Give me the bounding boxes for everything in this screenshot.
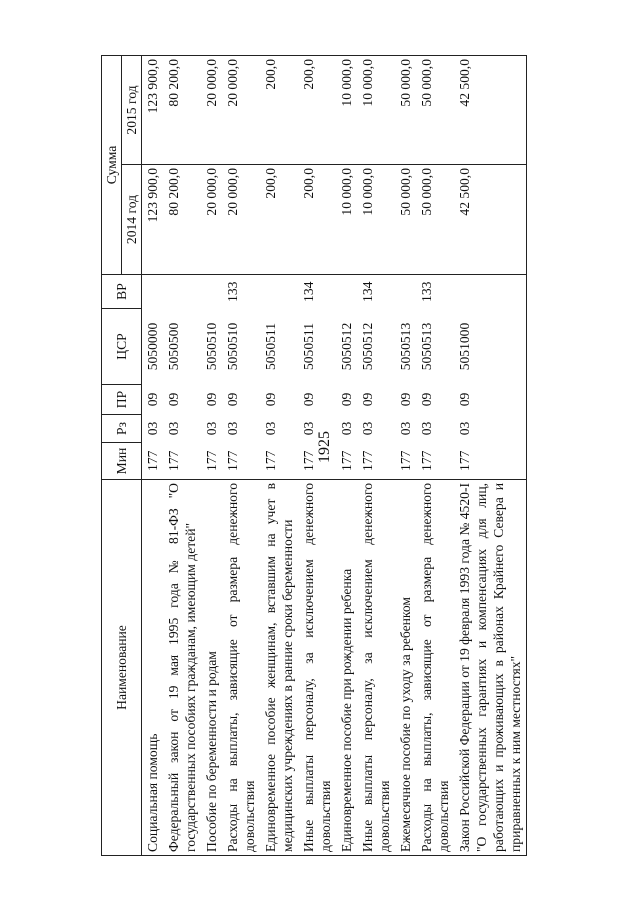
table-row — [357, 56, 395, 856]
cell-name: Иные выплаты персоналу, за исключением денежного довольствия — [298, 480, 336, 856]
header-2015: 2015 год — [122, 56, 142, 165]
cell-vr: 134 — [298, 275, 336, 309]
cell-sum-2015: 42 500,0 — [454, 56, 527, 165]
cell-min: 177 — [357, 443, 395, 480]
cell-min: 177 — [395, 443, 416, 480]
cell-min: 177 — [336, 443, 357, 480]
table-row — [260, 56, 298, 856]
header-csr: ЦСР — [102, 309, 142, 385]
cell-csr: 5050500 — [166, 322, 181, 371]
cell-pr: 09 — [204, 392, 219, 407]
cell-pr: 09 — [166, 392, 181, 407]
cell-csr: 5050511 — [263, 322, 278, 371]
cell-vr: 133 — [416, 275, 454, 309]
cell-vr — [336, 275, 357, 309]
cell-sum-2014: 50 000,0 — [395, 165, 416, 275]
cell-name: Расходы на выплаты, зависящие от размера денежного довольствия — [222, 480, 260, 856]
header-pr: ПР — [102, 385, 142, 415]
cell-vr — [201, 275, 222, 309]
cell-min: 177 — [454, 443, 527, 480]
table-row — [298, 56, 336, 856]
cell-sum-2014: 80 200,0 — [163, 165, 201, 275]
cell-sum-2015: 200,0 — [260, 56, 298, 165]
cell-csr: 5050511 — [301, 322, 316, 371]
cell-sum-2015: 10 000,0 — [357, 56, 395, 165]
cell-rz: 03 — [454, 415, 527, 443]
cell-sum-2014: 50 000,0 — [416, 165, 454, 275]
cell-sum-2014: 10 000,0 — [336, 165, 357, 275]
cell-name: Федеральный закон от 19 мая 1995 года № 81-ФЗ "О государственных пособиях гражданам, имеющим детей" — [163, 480, 201, 856]
cell-min: 177 — [201, 443, 222, 480]
cell-csr: 5050513 — [419, 322, 434, 371]
cell-sum-2015: 20 000,0 — [222, 56, 260, 165]
cell-vr — [163, 275, 201, 309]
cell-pr: 09 — [225, 392, 240, 407]
cell-vr: 133 — [222, 275, 260, 309]
cell-sum-2014: 200,0 — [298, 165, 336, 275]
cell-sum-2015: 20 000,0 — [201, 56, 222, 165]
cell-vr — [454, 275, 527, 309]
cell-sum-2015: 10 000,0 — [336, 56, 357, 165]
cell-name: Социальная помощь — [142, 480, 164, 856]
cell-min: 177 — [163, 443, 201, 480]
rotated-table-page — [101, 56, 576, 856]
cell-rz: 03 — [419, 421, 434, 436]
cell-name: Расходы на выплаты, зависящие от размера денежного довольствия — [416, 480, 454, 856]
cell-name: Единовременное пособие женщинам, вставшим на учет в медицинских учреждениях в ранние сроки беременности — [260, 480, 298, 856]
header-2014: 2014 год — [122, 165, 142, 275]
cell-vr: 134 — [357, 275, 395, 309]
table-row — [336, 56, 357, 856]
cell-sum-2014: 20 000,0 — [222, 165, 260, 275]
cell-sum-2015: 200,0 — [298, 56, 336, 165]
cell-name: Единовременное пособие при рождении ребенка — [336, 480, 357, 856]
table-row — [163, 56, 201, 856]
cell-vr — [142, 275, 164, 309]
cell-name: Ежемесячное пособие по уходу за ребенком — [395, 480, 416, 856]
table-body — [142, 56, 527, 856]
cell-name: Пособие по беременности и родам — [201, 480, 222, 856]
cell-vr — [395, 275, 416, 309]
cell-rz: 03 — [339, 421, 354, 436]
cell-pr: 09 — [419, 392, 434, 407]
cell-csr: 5050510 — [225, 322, 240, 371]
cell-csr: 5050512 — [339, 322, 354, 371]
cell-rz: 03 — [398, 421, 413, 436]
header-min: Мин — [102, 443, 142, 480]
cell-csr: 5050000 — [145, 322, 160, 371]
cell-min: 177 — [416, 443, 454, 480]
cell-sum-2015: 123 900,0 — [142, 56, 164, 165]
cell-sum-2015: 50 000,0 — [395, 56, 416, 165]
cell-rz: 03 — [301, 421, 316, 436]
cell-min: 177 — [142, 443, 164, 480]
cell-sum-2014: 123 900,0 — [142, 165, 164, 275]
cell-pr: 09 — [145, 392, 160, 407]
cell-rz: 03 — [360, 421, 375, 436]
cell-sum-2014: 42 500,0 — [454, 165, 527, 275]
header-name: Наименование — [102, 480, 142, 856]
table-row — [222, 56, 260, 856]
cell-sum-2014: 200,0 — [260, 165, 298, 275]
table-row — [454, 56, 527, 856]
cell-vr — [260, 275, 298, 309]
cell-csr: 5050510 — [204, 322, 219, 371]
header-vr: ВР — [102, 275, 142, 309]
cell-sum-2015: 50 000,0 — [416, 56, 454, 165]
cell-rz: 03 — [145, 421, 160, 436]
budget-table — [101, 55, 527, 856]
cell-rz: 03 — [204, 421, 219, 436]
table-row — [416, 56, 454, 856]
table-row — [142, 56, 164, 856]
cell-sum-2015: 80 200,0 — [163, 56, 201, 165]
table-row — [201, 56, 222, 856]
cell-pr: 09 — [360, 392, 375, 407]
header-sum: Сумма — [102, 56, 122, 275]
cell-sum-2014: 10 000,0 — [357, 165, 395, 275]
cell-pr: 09 — [398, 392, 413, 407]
cell-rz: 03 — [166, 421, 181, 436]
cell-sum-2014: 20 000,0 — [201, 165, 222, 275]
cell-name: Иные выплаты персоналу, за исключением денежного довольствия — [357, 480, 395, 856]
cell-pr: 09 — [301, 392, 316, 407]
cell-min: 177 — [222, 443, 260, 480]
cell-csr: 5051000 — [454, 309, 527, 385]
page-number: 1925 — [316, 431, 333, 463]
header-rz: Рз — [102, 415, 142, 443]
cell-csr: 5050513 — [398, 322, 413, 371]
cell-name: Закон Российской Федерации от 19 февраля 1993 года № 4520-I "О государственных гарантиях и компенсациях для лиц, работающих и проживающих в районах Крайнего Севера и приравненных к ним местностях" — [454, 480, 527, 856]
cell-pr: 09 — [263, 392, 278, 407]
cell-csr: 5050512 — [360, 322, 375, 371]
cell-rz: 03 — [225, 421, 240, 436]
cell-pr: 09 — [339, 392, 354, 407]
cell-min: 177 — [260, 443, 298, 480]
cell-min: 177 — [298, 443, 336, 480]
table-row — [395, 56, 416, 856]
cell-pr: 09 — [454, 385, 527, 415]
cell-rz: 03 — [263, 421, 278, 436]
